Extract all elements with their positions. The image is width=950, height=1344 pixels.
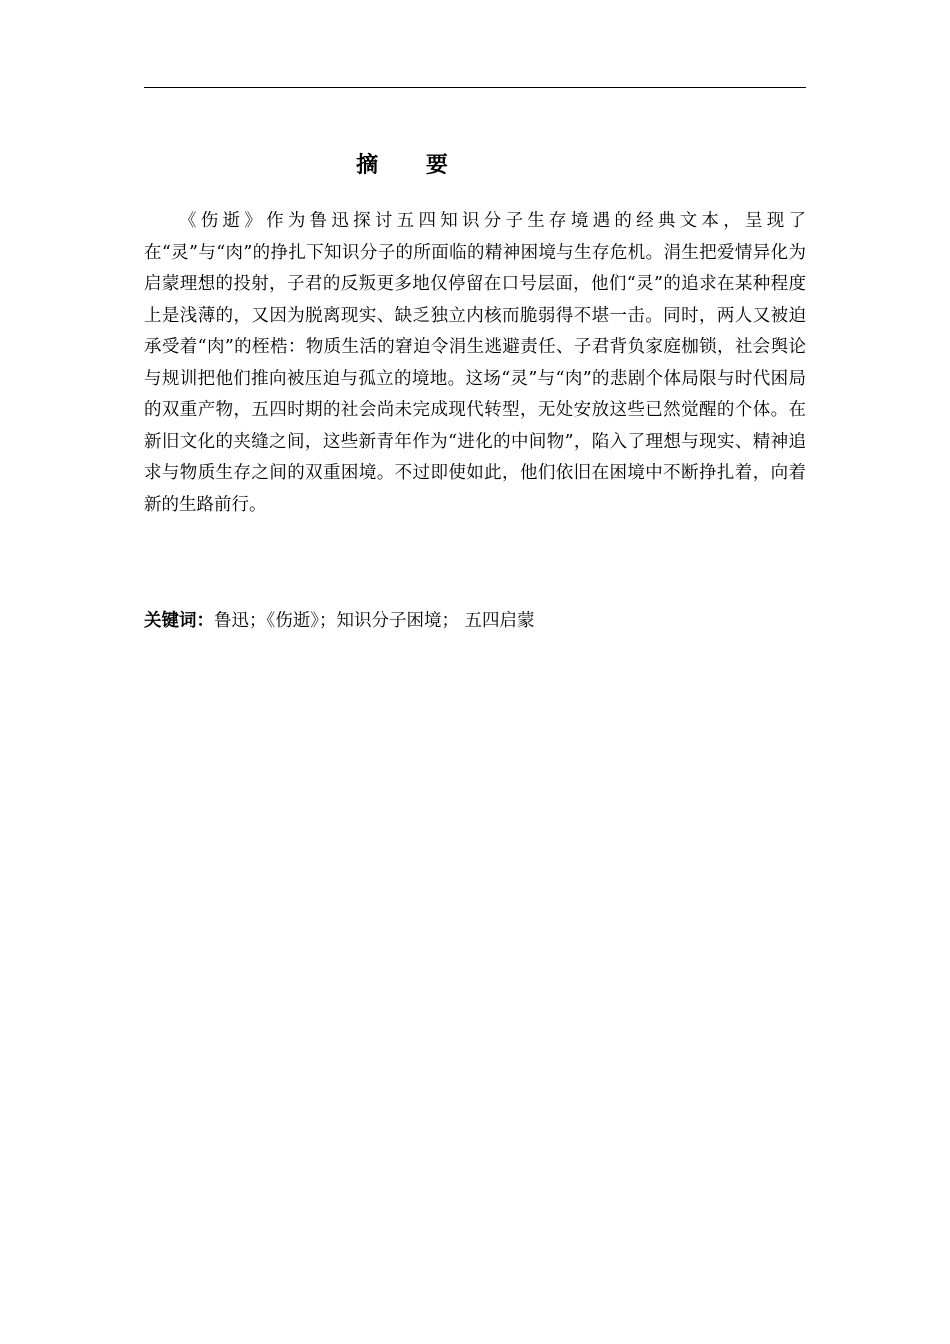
header-rule (144, 87, 806, 88)
abstract-body: 《伤逝》作为鲁迅探讨五四知识分子生存境遇的经典文本，呈现了在“灵”与“肉”的挣扎下知识分子的所面临的精神困境与生存危机。涓生把爱情异化为启蒙理想的投射，子君的反叛更多地仅停留在口号层面，他们“灵”的追求在某种程度上是浅薄的，又因为脱离现实、缺乏独立内核而脆弱得不堪一击。同时，两人又被迫承受着“肉”的桎梏：物质生活的窘迫令涓生逃避责任、子君背负家庭枷锁，社会舆论与规训把他们推向被压迫与孤立的境地。这场“灵”与“肉”的悲剧个体局限与时代困局的双重产物，五四时期的社会尚未完成现代转型，无处安放这些已然觉醒的个体。在新旧文化的夹缝之间，这些新青年作为“进化的中间物”，陷入了理想与现实、精神追求与物质生存之间的双重困境。不过即使如此，他们依旧在困境中不断挣扎着，向着新的生路前行。 (144, 211, 806, 515)
keywords-label: 关键词： (144, 611, 214, 631)
keywords-line (144, 608, 806, 634)
keywords-value: 鲁迅；《伤逝》；知识分子困境； 五四启蒙 (214, 611, 535, 631)
abstract-title: 摘 要 (356, 153, 468, 178)
